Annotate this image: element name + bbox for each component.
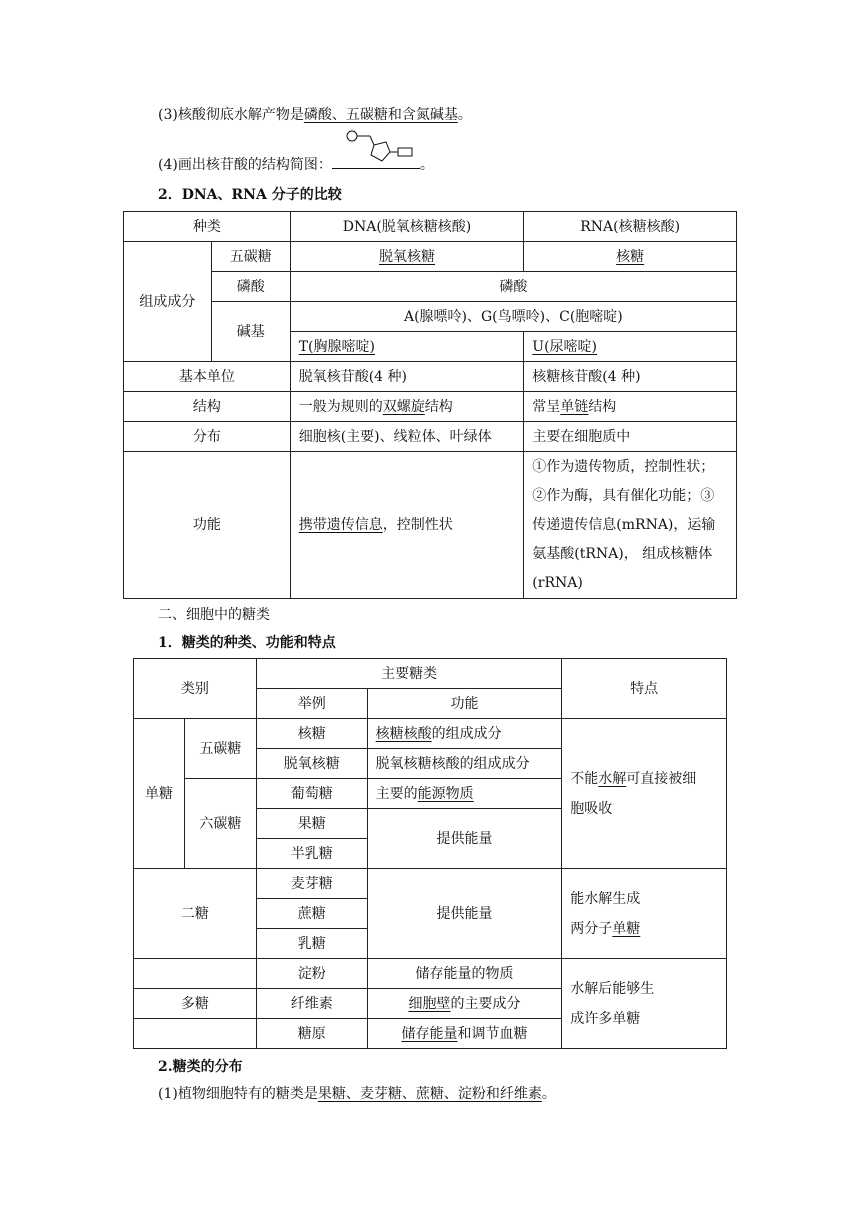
cell-deoxyribose: 脱氧核糖 [256,749,367,779]
section-heading-sugars: 二、细胞中的糖类 [158,607,270,623]
sugar-types-table [133,658,727,1049]
cell-structure-dna: 一般为规则的双螺旋结构 [290,392,524,422]
cell-pentose-dna: 脱氧核糖 [290,242,524,272]
row-polysaccharide: 多糖 [134,989,257,1019]
cell-unit-rna: 核糖核苷酸(4 种) [524,362,737,392]
row-distribution: 分布 [124,422,291,452]
cell-starch: 淀粉 [256,959,367,989]
cell-empty-category [134,959,257,989]
row-function: 功能 [124,452,291,599]
cell-function-dna: 携带遗传信息，控制性状 [290,452,524,599]
cell-phosphate: 磷酸 [290,272,736,302]
cell-glucose-function: 主要的能源物质 [367,779,562,809]
cell-galactose: 半乳糖 [256,839,367,869]
header-main-sugars: 主要糖类 [256,659,561,689]
text-line-4: (4)画出核苷酸的结构简图： 。 [158,154,434,174]
row-structure: 结构 [124,392,291,422]
cell-distribution-dna: 细胞核(主要)、线粒体、叶绿体 [290,422,524,452]
cell-cellulose: 纤维素 [256,989,367,1019]
row-pentose: 五碳糖 [211,242,290,272]
cell-starch-function: 储存能量的物质 [367,959,562,989]
cell-provide-energy-2: 提供能量 [367,869,562,959]
row-monosaccharide: 单糖 [134,719,185,869]
answer-underline: 果糖、麦芽糖、蔗糖、淀粉和纤维素 [317,1086,542,1102]
dna-rna-comparison-table [123,211,737,599]
cell-empty-category-2 [134,1019,257,1049]
cell-lactose: 乳糖 [256,929,367,959]
cell-ribose-function: 核糖核酸的组成成分 [367,719,562,749]
row-unit: 基本单位 [124,362,291,392]
header-features: 特点 [562,659,727,719]
text-line-plant-sugars: (1)植物细胞特有的糖类是果糖、麦芽糖、蔗糖、淀粉和纤维素。 [158,1086,556,1102]
cell-distribution-rna: 主要在细胞质中 [524,422,737,452]
row-pentose: 五碳糖 [184,719,256,779]
cell-disaccharide-feature: 能水解生成 两分子单糖 [562,869,727,959]
cell-pentose-rna: 核糖 [524,242,737,272]
text-line-3: (3)核酸彻底水解产物是磷酸、五碳糖和含氮碱基。 [158,107,472,123]
header-example: 举例 [256,689,367,719]
subheading-sugar-types: 1．糖类的种类、功能和特点 [158,635,336,651]
header-dna: DNA(脱氧核糖核酸) [290,212,524,242]
cell-base-dna: T(胸腺嘧啶) [290,332,524,362]
cell-fructose: 果糖 [256,809,367,839]
cell-base-common: A(腺嘌呤)、G(鸟嘌呤)、C(胞嘧啶) [290,302,736,332]
row-composition: 组成成分 [124,242,212,362]
cell-monosaccharide-feature: 不能水解可直接被细 胞吸收 [562,719,727,869]
row-hexose: 六碳糖 [184,779,256,869]
header-category: 类别 [134,659,257,719]
row-disaccharide: 二糖 [134,869,257,959]
header-function: 功能 [367,689,562,719]
subheading-sugar-distribution: 2.糖类的分布 [158,1059,243,1075]
cell-base-rna: U(尿嘧啶) [524,332,737,362]
cell-function-rna: ①作为遗传物质，控制性状； ②作为酶，具有催化功能；③ 传递遗传信息(mRNA)，运输 氨基酸(tRNA)， 组成核糖体 (rRNA) [524,452,737,599]
cell-maltose: 麦芽糖 [256,869,367,899]
cell-deoxyribose-function: 脱氧核糖核酸的组成成分 [367,749,562,779]
cell-sucrose: 蔗糖 [256,899,367,929]
nucleotide-structure-diagram [340,130,420,166]
cell-ribose: 核糖 [256,719,367,749]
row-phosphate: 磷酸 [211,272,290,302]
header-kind: 种类 [124,212,291,242]
cell-glucose: 葡萄糖 [256,779,367,809]
cell-polysaccharide-feature: 水解后能够生 成许多单糖 [562,959,727,1049]
cell-glycogen-function: 储存能量和调节血糖 [367,1019,562,1049]
row-base: 碱基 [211,302,290,362]
cell-cellulose-function: 细胞壁的主要成分 [367,989,562,1019]
cell-glycogen: 糖原 [256,1019,367,1049]
answer-underline: 磷酸、五碳糖和含氮碱基 [303,107,458,123]
section-heading-dna-rna: 2．DNA、RNA 分子的比较 [158,187,342,203]
cell-structure-rna: 常呈单链结构 [524,392,737,422]
cell-unit-dna: 脱氧核苷酸(4 种) [290,362,524,392]
header-rna: RNA(核糖核酸) [524,212,737,242]
cell-provide-energy-1: 提供能量 [367,809,562,869]
